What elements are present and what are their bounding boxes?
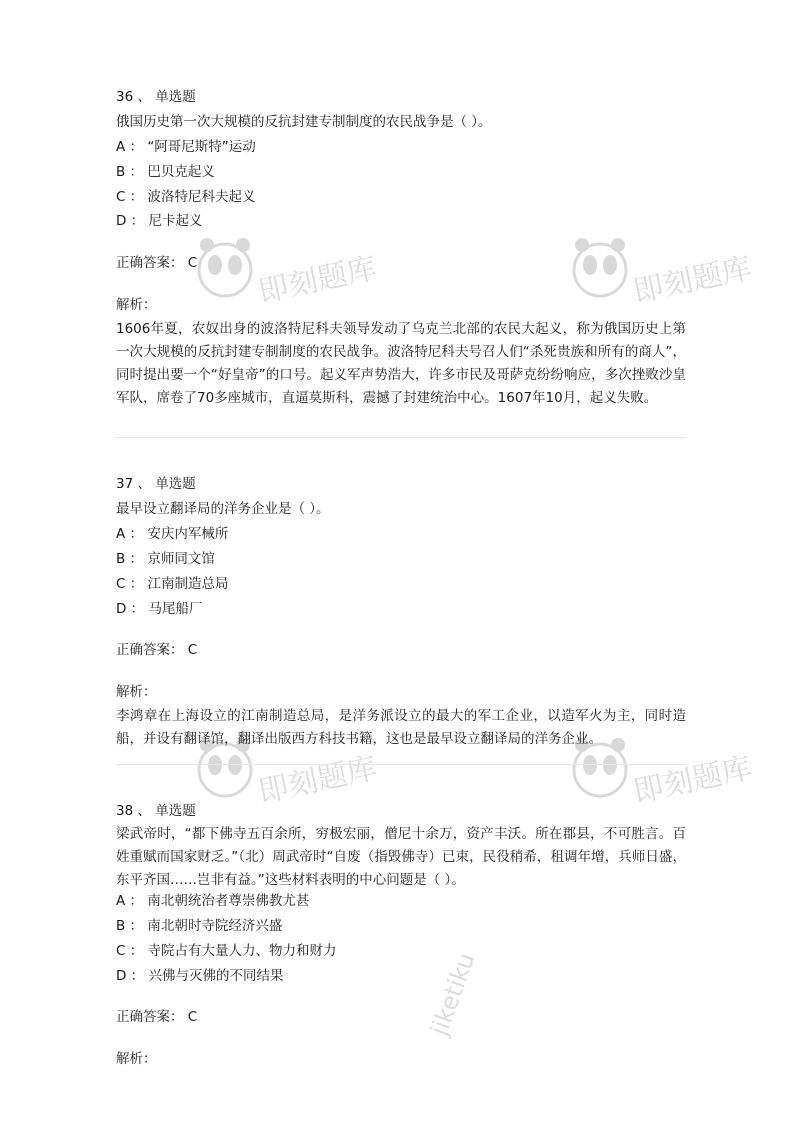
watermark-brand: 即刻题库 <box>630 250 756 311</box>
watermark-brand: 即刻题库 <box>255 250 381 311</box>
watermark-brand: 即刻题库 <box>255 750 381 811</box>
option-d: D ： 马尾船厂 <box>116 601 203 617</box>
question-stem: 梁武帝时，“都下佛寺五百余所，穷极宏丽，僧尼十余万，资产丰沃。所在郡县，不可胜言。百姓重赋而国家财乏。”（北）周武帝时“自废（指毁佛寺）已束，民役稍希，租调年增，兵师日盛，东平齐国……岂非有益。”这些材料表明的中心问题是（ ）。 <box>116 826 686 888</box>
option-a: A ： “阿哥尼斯特”运动 <box>116 139 256 155</box>
question-stem: 俄国历史第一次大规模的反抗封建专制制度的农民战争是（ ）。 <box>116 114 492 130</box>
panda-logo-icon <box>195 235 255 305</box>
analysis-label: 解析： <box>116 297 157 313</box>
correct-answer: 正确答案： C <box>116 1009 198 1025</box>
analysis-label: 解析： <box>116 1051 157 1067</box>
question-header: 36 、 单选题 <box>116 89 196 105</box>
divider <box>116 764 686 765</box>
question-stem: 最早设立翻译局的洋务企业是（ ）。 <box>116 501 330 517</box>
option-b: B ： 京师同文馆 <box>116 551 215 567</box>
option-b: B ： 巴贝克起义 <box>116 164 215 180</box>
question-header: 37 、 单选题 <box>116 476 196 492</box>
watermark-brand: 即刻题库 <box>630 750 756 811</box>
watermark-url-text: jiketiku <box>425 948 481 1040</box>
option-a: A ： 南北朝统治者尊崇佛教尤甚 <box>116 893 310 909</box>
option-b: B ： 南北朝时寺院经济兴盛 <box>116 918 283 934</box>
watermark-2 <box>570 235 800 325</box>
option-c: C ： 波洛特尼科夫起义 <box>116 189 256 205</box>
correct-answer: 正确答案： C <box>116 642 198 658</box>
analysis-label: 解析： <box>116 684 157 700</box>
option-c: C ： 寺院占有大量人力、物力和财力 <box>116 943 337 959</box>
analysis-text: 李鸿章在上海设立的江南制造总局，是洋务派设立的最大的军工企业，以造军火为主，同时造船，并设有翻译馆，翻译出版西方科技书籍，这也是最早设立翻译局的洋务企业。 <box>116 708 686 747</box>
watermark-1 <box>195 235 381 325</box>
analysis-text: 1606年夏，农奴出身的波洛特尼科夫领导发动了乌克兰北部的农民大起义，称为俄国历史上第一次大规模的反抗封建专制制度的农民战争。波洛特尼科夫号召人们“杀死贵族和所有的商人”，同时提出要一个“好皇帝”的口号。起义军声势浩大，许多市民及哥萨克纷纷响应，多次挫败沙皇军队，席卷了70多座城市，直逼莫斯科，震撼了封建统治中心。1607年10月，起义失败。 <box>116 321 686 406</box>
option-d: D ： 兴佛与灭佛的不同结果 <box>116 968 284 984</box>
option-d: D ： 尼卡起义 <box>116 213 203 229</box>
question-header: 38 、 单选题 <box>116 803 196 819</box>
correct-answer: 正确答案： C <box>116 255 198 271</box>
panda-logo-icon <box>570 235 630 305</box>
watermark-url <box>425 900 520 1100</box>
option-a: A ： 安庆内军械所 <box>116 526 229 542</box>
option-c: C ： 江南制造总局 <box>116 576 229 592</box>
divider <box>116 437 686 438</box>
